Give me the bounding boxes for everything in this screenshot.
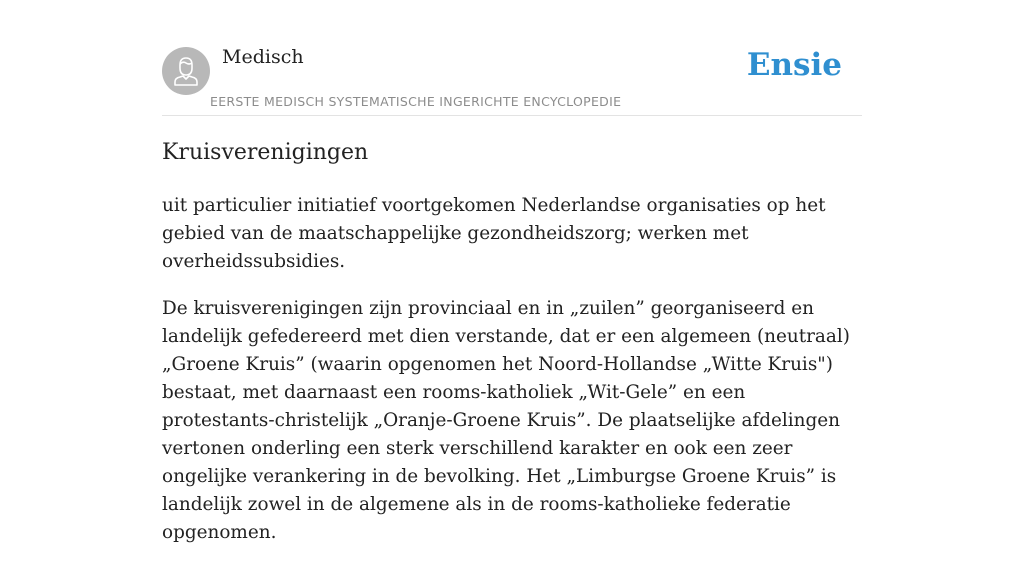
source-avatar[interactable]: [162, 47, 210, 95]
article-body: [162, 192, 862, 566]
source-subtitle: EERSTE MEDISCH SYSTEMATISCHE INGERICHTE ENCYCLOPEDIE: [210, 94, 622, 109]
article-paragraph: uit particulier initiatief voortgekomen Nederlandse organisaties op het gebied van de maatschappelijke gezondheidszorg; werken met overheidssubsidies.: [162, 195, 826, 272]
brand-logo[interactable]: Ensie: [746, 47, 842, 83]
article-title: Kruisverenigingen: [162, 140, 369, 165]
source-name[interactable]: Medisch: [222, 46, 304, 68]
page: [162, 0, 862, 543]
user-icon: [162, 47, 210, 95]
article-paragraph: De kruisverenigingen zijn provinciaal en in „zuilen” georganiseerd en landelijk gefedereerd met dien verstande, dat er een algemeen (neutraal) „Groene Kruis” (waarin opgenomen het Noord-Hollandse „Witte Kruis") bestaat, met daarnaast een rooms-katholiek „Wit-Gele” en een protestants-christelijk „Oranje-Groene Kruis”. De plaatselijke afdelingen vertonen onderling een sterk verschillend karakter en ook een zeer ongelijke verankering in de bevolking. Het „Limburgse Groene Kruis” is landelijk zowel in de algemene als in de rooms-katholieke federatie opgenomen.: [162, 298, 850, 543]
source-header: [162, 0, 862, 116]
